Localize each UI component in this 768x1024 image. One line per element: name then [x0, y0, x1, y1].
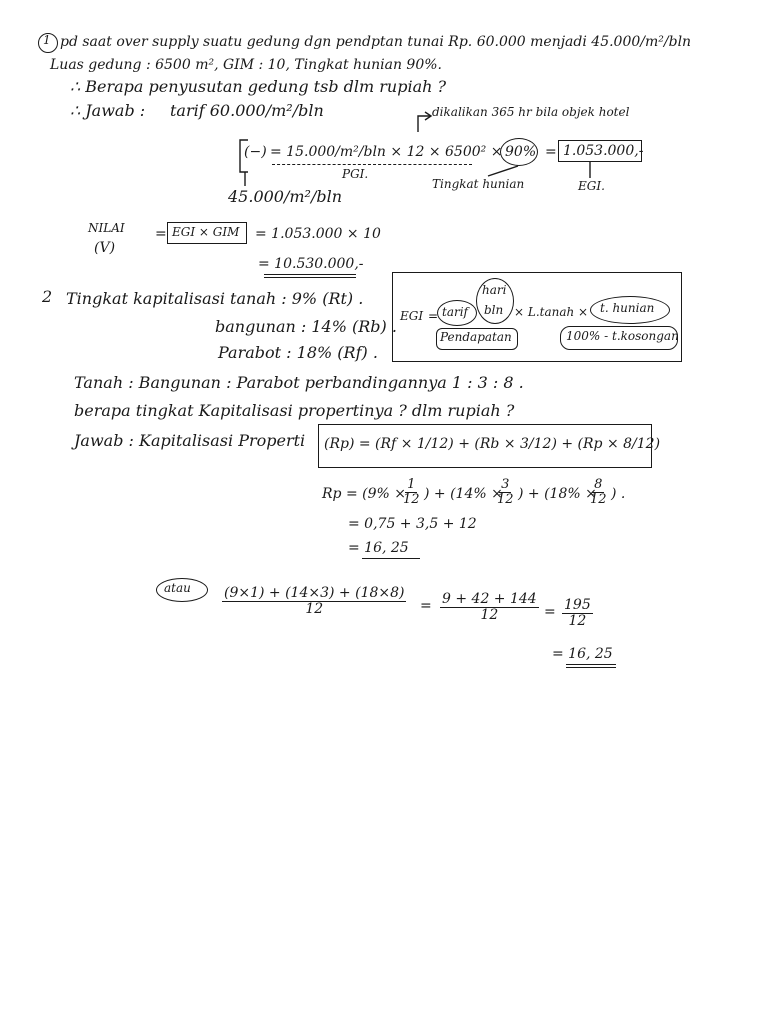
alt-fraction-3: $\frac{195}{12}$: [564, 597, 591, 630]
cap-rate-building: bangunan : 14% (Rb) .: [215, 317, 397, 336]
nilai-equals: =: [155, 226, 167, 242]
rp-total: = 16, 25: [348, 540, 409, 556]
rate-below: 45.000/m²/bln: [228, 187, 343, 206]
problem2-answer-label: Jawab : Kapitalisasi Properti: [74, 431, 306, 450]
problem1-tarif: tarif 60.000/m²/bln: [170, 101, 324, 120]
egi-value: 1.053.000,-: [563, 143, 644, 159]
egi-box-bln: bln: [484, 303, 504, 317]
problem1-statement-line2: Luas gedung : 6500 m², GIM : 10, Tingkat hunian 90%.: [50, 57, 442, 73]
rp-calc-suffix: ) .: [611, 486, 626, 502]
rp-formula: (Rp) = (Rf × 1/12) + (Rb × 3/12) + (Rp × 8/12): [324, 436, 661, 452]
total-underline: [362, 558, 420, 559]
egi-box-eq: =: [428, 309, 439, 323]
egi-box-thunian: t. hunian: [600, 301, 655, 315]
problem-number: 1: [43, 33, 51, 47]
hotel-note: dikalikan 365 hr bila objek hotel: [432, 105, 630, 119]
nilai-result: = 10.530.000,-: [258, 256, 364, 272]
problem2-question: berapa tingkat Kapitalisasi propertinya ? dlm rupiah ?: [74, 401, 515, 420]
pgi-underline: [272, 164, 472, 165]
alt-total: = 16, 25: [552, 646, 613, 662]
rp-calc-mid1: ) + (14% ×: [424, 486, 503, 502]
occupancy-arrow: [488, 166, 518, 176]
result-underline-1: [264, 274, 356, 275]
ratio-statement: Tanah : Bangunan : Parabot perbandingannya 1 : 3 : 8 .: [74, 373, 524, 392]
cap-rate-furniture: Parabot : 18% (Rf) .: [218, 343, 378, 362]
rp-sum: = 0,75 + 3,5 + 12: [348, 516, 477, 532]
alt-fraction: $\frac{(9\times 1) + (14\times 3) + (18\times 8)}{12}$: [224, 585, 405, 618]
egi-box-kosong: 100% - t.kosongan: [566, 329, 679, 343]
egi-equals: =: [545, 144, 557, 160]
alt-total-underline-1: [566, 664, 616, 665]
occupancy-percent: 90%: [505, 144, 537, 160]
cap-rate-land: Tingkat kapitalisasi tanah : 9% (Rt) .: [66, 289, 364, 308]
egi-box-label: EGI: [400, 309, 424, 323]
egi-box-pendapatan: Pendapatan: [440, 330, 512, 344]
egi-box-ltanah: × L.tanah ×: [514, 305, 589, 319]
rp-calc-prefix: Rp = (9% ×: [322, 486, 406, 502]
pgi-label: PGI.: [342, 167, 369, 181]
egi-box-tarif: tarif: [442, 305, 468, 319]
alt-fraction-2: $\frac{9 + 42 + 144}{12}$: [442, 591, 537, 624]
egi-box-hari: hari: [482, 283, 507, 297]
problem-number: 2: [42, 287, 53, 306]
v-label: (V): [94, 240, 116, 256]
problem1-question: ∴ Berapa penyusutan gedung tsb dlm rupiah ?: [70, 77, 447, 96]
nilai-step1: = 1.053.000 × 10: [255, 226, 381, 242]
alt-eq2: =: [544, 604, 556, 620]
alt-total-underline-2: [566, 667, 616, 668]
pgi-calculation: = 15.000/m²/bln × 12 × 6500² ×: [270, 144, 503, 160]
result-underline-2: [264, 277, 356, 278]
atau-label: atau: [164, 581, 191, 595]
fraction-8-12: $\frac{8}{12}$: [590, 477, 607, 508]
problem1-statement-line1: pd saat over supply suatu gedung dgn pendptan tunai Rp. 60.000 menjadi 45.000/m²/bln: [60, 34, 692, 50]
nilai-label: NILAI: [88, 221, 125, 235]
alt-eq1: =: [420, 598, 432, 614]
fraction-3-12: $\frac{3}{12}$: [497, 477, 514, 508]
note-arrow: [418, 116, 430, 132]
note-arrow-head: [425, 112, 431, 120]
formula-egi-gim: EGI × GIM: [172, 225, 240, 239]
occupancy-label: Tingkat hunian: [432, 177, 525, 191]
rp-calc-mid2: ) + (18% ×: [518, 486, 597, 502]
egi-label: EGI.: [578, 179, 605, 193]
problem1-answer-label: ∴ Jawab :: [70, 101, 146, 120]
minus-sign: (−): [244, 144, 267, 160]
fraction-1-12: $\frac{1}{12}$: [403, 477, 420, 508]
